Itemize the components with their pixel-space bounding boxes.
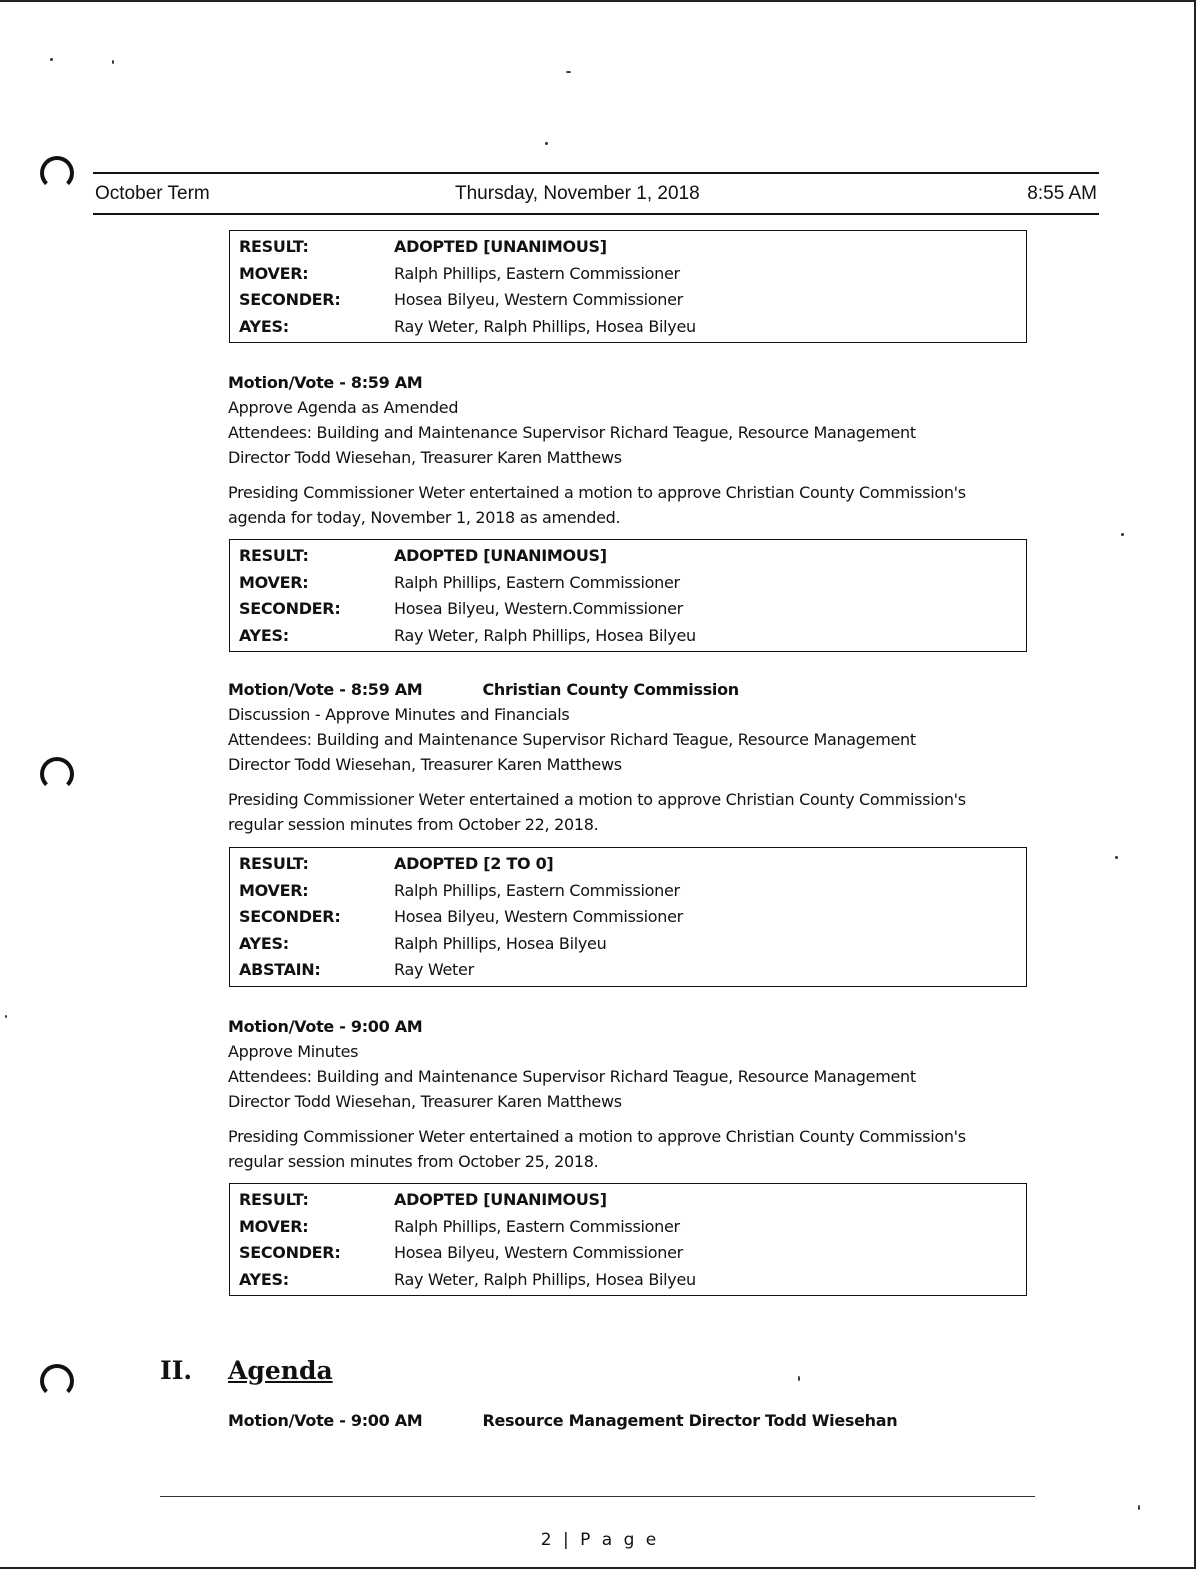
motion-heading xyxy=(228,677,1028,702)
vote-row-result xyxy=(230,234,1026,261)
vote-label: AYES: xyxy=(239,933,289,953)
section-title: Agenda xyxy=(228,1356,333,1385)
vote-row-mover xyxy=(230,570,1026,597)
vote-result-table xyxy=(229,847,1027,987)
vote-label: MOVER: xyxy=(239,572,309,592)
punch-hole-icon xyxy=(40,757,74,791)
motion-heading-sub: Christian County Commission xyxy=(482,680,739,699)
header-term: October Term xyxy=(95,183,210,204)
vote-row-mover xyxy=(230,878,1026,905)
vote-row-mover xyxy=(230,1214,1026,1241)
scan-speck xyxy=(798,1376,800,1381)
page-header xyxy=(95,183,1097,211)
header-bottom-rule xyxy=(93,213,1099,215)
motion-block xyxy=(228,1014,1028,1174)
vote-label: SECONDER: xyxy=(239,907,341,926)
vote-value: Hosea Bilyeu, Western Commissioner xyxy=(394,290,683,309)
motion-line: Approve Agenda as Amended xyxy=(228,398,459,417)
vote-result-table xyxy=(229,1183,1027,1296)
vote-value: Hosea Bilyeu, Western Commissioner xyxy=(394,1243,683,1262)
paragraph-line: regular session minutes from October 25, 2018. xyxy=(228,1152,599,1171)
vote-label: RESULT: xyxy=(239,854,309,873)
scan-speck xyxy=(566,71,571,73)
vote-row-ayes xyxy=(230,314,1026,341)
header-time: 8:55 AM xyxy=(1027,183,1097,204)
vote-value: Ralph Phillips, Hosea Bilyeu xyxy=(394,933,607,953)
vote-value: ADOPTED [UNANIMOUS] xyxy=(394,237,607,256)
vote-value: Ray Weter, Ralph Phillips, Hosea Bilyeu xyxy=(394,625,696,645)
vote-value: Ray Weter xyxy=(394,960,474,979)
footer-rule xyxy=(160,1496,1035,1497)
vote-row-seconder xyxy=(230,596,1026,623)
scan-speck xyxy=(1121,533,1124,536)
vote-result-table xyxy=(229,539,1027,652)
scan-speck xyxy=(1138,1505,1140,1510)
motion-line: Attendees: Building and Maintenance Supervisor Richard Teague, Resource Management xyxy=(228,423,916,442)
scan-speck xyxy=(5,1015,7,1018)
motion-line: Discussion - Approve Minutes and Financials xyxy=(228,705,570,724)
vote-label: RESULT: xyxy=(239,546,309,565)
vote-row-ayes xyxy=(230,931,1026,958)
vote-row-ayes xyxy=(230,623,1026,650)
page-number: 2 | P a g e xyxy=(540,1530,660,1550)
motion-heading xyxy=(228,370,1028,395)
vote-row-seconder xyxy=(230,1240,1026,1267)
vote-result-table xyxy=(229,230,1027,343)
section-number: II. xyxy=(160,1356,193,1385)
vote-value: Hosea Bilyeu, Western Commissioner xyxy=(394,907,683,926)
vote-label: AYES: xyxy=(239,1269,289,1289)
motion-line: Approve Minutes xyxy=(228,1042,359,1061)
paragraph-line: Presiding Commissioner Weter entertained a motion to approve Christian County Commission's xyxy=(228,483,966,502)
punch-hole-icon xyxy=(40,156,74,190)
vote-row-mover xyxy=(230,261,1026,288)
motion-line: Director Todd Wiesehan, Treasurer Karen Matthews xyxy=(228,448,622,467)
vote-row-ayes xyxy=(230,1267,1026,1294)
motion-heading-time: Motion/Vote - 9:00 AM xyxy=(228,1411,423,1430)
vote-value: Ralph Phillips, Eastern Commissioner xyxy=(394,263,680,283)
punch-hole-icon xyxy=(40,1364,74,1398)
paragraph-line: Presiding Commissioner Weter entertained a motion to approve Christian County Commission's xyxy=(228,1127,966,1146)
vote-label: MOVER: xyxy=(239,1216,309,1236)
scan-speck xyxy=(1115,856,1118,859)
vote-row-result xyxy=(230,851,1026,878)
vote-row-seconder xyxy=(230,287,1026,314)
vote-value: Ralph Phillips, Eastern Commissioner xyxy=(394,880,680,900)
motion-heading-time: Motion/Vote - 8:59 AM xyxy=(228,680,423,699)
motion-heading-time: Motion/Vote - 9:00 AM xyxy=(228,1017,423,1036)
motion-heading-sub: Resource Management Director Todd Wiesehan xyxy=(482,1411,898,1430)
vote-label: MOVER: xyxy=(239,263,309,283)
motion-paragraph xyxy=(228,1124,1028,1174)
motion-line: Director Todd Wiesehan, Treasurer Karen Matthews xyxy=(228,755,622,774)
vote-label: MOVER: xyxy=(239,880,309,900)
vote-value: Ralph Phillips, Eastern Commissioner xyxy=(394,1216,680,1236)
motion-paragraph xyxy=(228,787,1028,837)
motion-heading-time: Motion/Vote - 8:59 AM xyxy=(228,373,423,392)
vote-label: ABSTAIN: xyxy=(239,960,321,979)
vote-label: AYES: xyxy=(239,316,289,336)
paragraph-line: Presiding Commissioner Weter entertained a motion to approve Christian County Commission's xyxy=(228,790,966,809)
header-date: Thursday, November 1, 2018 xyxy=(455,183,700,204)
vote-value: Ray Weter, Ralph Phillips, Hosea Bilyeu xyxy=(394,1269,696,1289)
header-top-rule xyxy=(93,172,1099,174)
paragraph-line: agenda for today, November 1, 2018 as amended. xyxy=(228,508,621,527)
vote-row-abstain xyxy=(230,957,1026,984)
vote-value: Ralph Phillips, Eastern Commissioner xyxy=(394,572,680,592)
vote-label: AYES: xyxy=(239,625,289,645)
vote-label: SECONDER: xyxy=(239,290,341,309)
vote-label: RESULT: xyxy=(239,1190,309,1209)
paragraph-line: regular session minutes from October 22, 2018. xyxy=(228,815,599,834)
vote-row-result xyxy=(230,1187,1026,1214)
vote-value: Ray Weter, Ralph Phillips, Hosea Bilyeu xyxy=(394,316,696,336)
motion-paragraph xyxy=(228,480,1028,530)
vote-value: Hosea Bilyeu, Western.Commissioner xyxy=(394,599,683,618)
motion-block xyxy=(228,370,1028,530)
scan-speck xyxy=(50,58,53,61)
motion-line: Director Todd Wiesehan, Treasurer Karen Matthews xyxy=(228,1092,622,1111)
motion-line: Attendees: Building and Maintenance Supervisor Richard Teague, Resource Management xyxy=(228,730,916,749)
vote-row-result xyxy=(230,543,1026,570)
vote-value: ADOPTED [UNANIMOUS] xyxy=(394,546,607,565)
vote-label: SECONDER: xyxy=(239,1243,341,1262)
scan-speck xyxy=(112,60,114,64)
motion-line: Attendees: Building and Maintenance Supervisor Richard Teague, Resource Management xyxy=(228,1067,916,1086)
vote-value: ADOPTED [2 TO 0] xyxy=(394,854,554,873)
vote-value: ADOPTED [UNANIMOUS] xyxy=(394,1190,607,1209)
motion-block xyxy=(228,677,1028,837)
motion-heading xyxy=(228,1408,1028,1433)
vote-label: RESULT: xyxy=(239,237,309,256)
final-motion xyxy=(228,1408,1028,1433)
motion-heading xyxy=(228,1014,1028,1039)
vote-row-seconder xyxy=(230,904,1026,931)
vote-label: SECONDER: xyxy=(239,599,341,618)
scan-speck xyxy=(545,142,548,145)
